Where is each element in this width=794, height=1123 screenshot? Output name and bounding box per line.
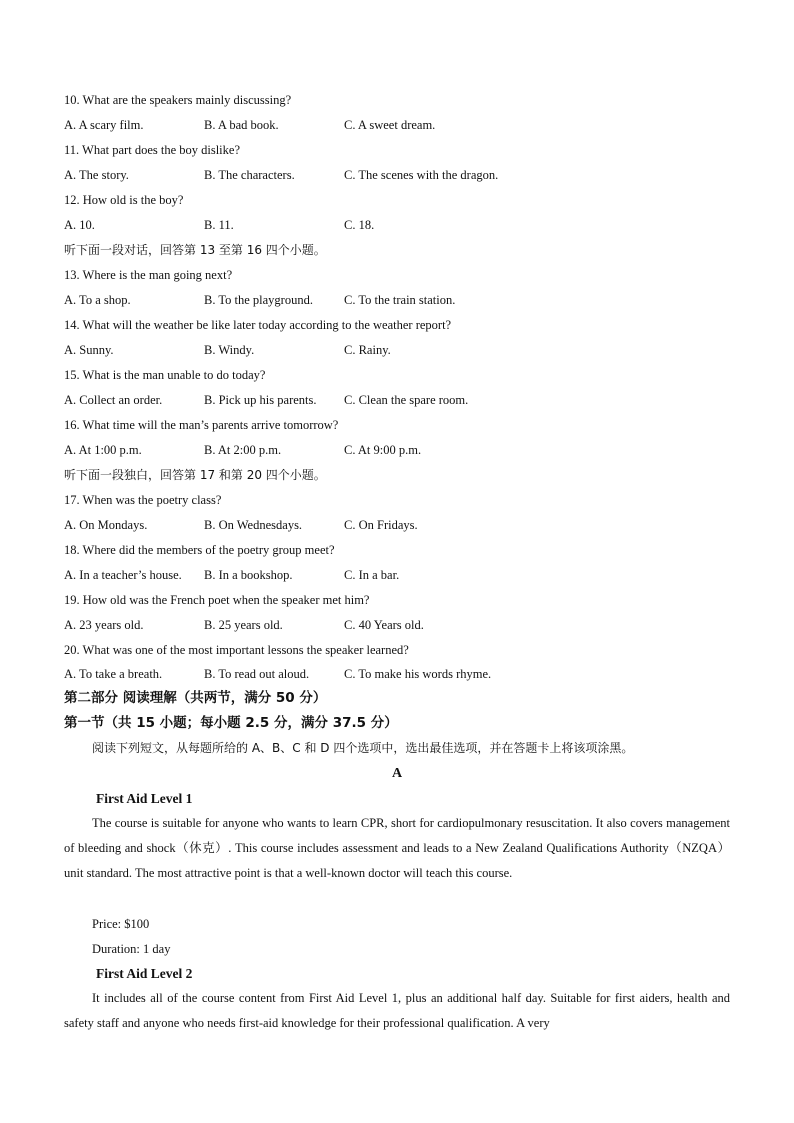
level1-duration: Duration: 1 day <box>92 942 171 956</box>
question-17: 17. When was the poetry class? <box>64 493 222 507</box>
q13-option-c: C. To the train station. <box>344 293 456 307</box>
level1-description: The course is suitable for anyone who wants to learn CPR, short for cardiopulmonary resuscitation. It also covers management of bleeding and shock（休克）. This course includes assessment and leads to a New Zealand Qualifications Authority（NZQA）unit standard. The most attractive point is that a well-known doctor will teach this course. <box>64 816 730 880</box>
q15-option-c: C. Clean the spare room. <box>344 393 469 407</box>
question-18: 18. Where did the members of the poetry group meet? <box>64 543 335 557</box>
passage-label: A <box>391 766 403 781</box>
level2-title: First Aid Level 2 <box>96 966 193 981</box>
question-13: 13. Where is the man going next? <box>64 268 233 282</box>
level1-title: First Aid Level 1 <box>96 791 193 806</box>
q16-option-a: A. At 1:00 p.m. <box>64 443 142 457</box>
level2-description: It includes all of the course content from First Aid Level 1, plus an additional half day. Suitable for first aiders, health and safety staff and anyone who needs first-aid knowledge for their professional qualification. A very <box>64 991 730 1030</box>
q10-option-b: B. A bad book. <box>204 118 279 132</box>
q11-option-b: B. The characters. <box>204 168 295 182</box>
part2-title: 第二部分 阅读理解（共两节，满分 50 分） <box>64 690 327 706</box>
q17-option-a: A. On Mondays. <box>64 518 148 532</box>
q20-option-b: B. To read out aloud. <box>204 667 310 681</box>
q14-option-c: C. Rainy. <box>344 343 391 357</box>
q17-option-c: C. On Fridays. <box>344 518 418 532</box>
question-19: 19. How old was the French poet when the speaker met him? <box>64 593 370 607</box>
q15-option-b: B. Pick up his parents. <box>204 393 317 407</box>
monolog-instruction: 听下面一段独白，回答第 17 和第 20 四个小题。 <box>64 468 326 482</box>
q18-option-a: A. In a teacher’s house. <box>64 568 182 582</box>
level1-price: Price: $100 <box>92 917 150 931</box>
q18-option-c: C. In a bar. <box>344 568 400 582</box>
q19-option-b: B. 25 years old. <box>204 618 283 632</box>
q13-option-a: A. To a shop. <box>64 293 131 307</box>
question-12: 12. How old is the boy? <box>64 193 184 207</box>
q10-option-a: A. A scary film. <box>64 118 144 132</box>
q13-option-b: B. To the playground. <box>204 293 313 307</box>
q14-option-a: A. Sunny. <box>64 343 114 357</box>
q11-option-c: C. The scenes with the dragon. <box>344 168 499 182</box>
q19-option-a: A. 23 years old. <box>64 618 144 632</box>
q14-option-b: B. Windy. <box>204 343 255 357</box>
q12-option-a: A. 10. <box>64 218 95 232</box>
question-15: 15. What is the man unable to do today? <box>64 368 266 382</box>
q12-option-c: C. 18. <box>344 218 375 232</box>
question-10: 10. What are the speakers mainly discussing? <box>64 93 292 107</box>
dialog-instruction: 听下面一段对话，回答第 13 至第 16 四个小题。 <box>64 243 326 257</box>
q18-option-b: B. In a bookshop. <box>204 568 293 582</box>
q10-option-c: C. A sweet dream. <box>344 118 436 132</box>
question-20: 20. What was one of the most important lessons the speaker learned? <box>64 643 409 657</box>
question-14: 14. What will the weather be like later today according to the weather report? <box>64 318 452 332</box>
q16-option-c: C. At 9:00 p.m. <box>344 443 422 457</box>
q11-option-a: A. The story. <box>64 168 129 182</box>
question-16: 16. What time will the man’s parents arrive tomorrow? <box>64 418 339 432</box>
q20-option-a: A. To take a breath. <box>64 667 163 681</box>
question-11: 11. What part does the boy dislike? <box>64 143 241 157</box>
q12-option-b: B. 11. <box>204 218 234 232</box>
q16-option-b: B. At 2:00 p.m. <box>204 443 282 457</box>
q15-option-a: A. Collect an order. <box>64 393 163 407</box>
reading-directions: 阅读下列短文，从每题所给的 A、B、C 和 D 四个选项中，选出最佳选项，并在答题卡上将该项涂黑。 <box>92 741 634 755</box>
q20-option-c: C. To make his words rhyme. <box>344 667 492 681</box>
section1-title: 第一节（共 15 小题；每小题 2.5 分，满分 37.5 分） <box>64 715 398 731</box>
q17-option-b: B. On Wednesdays. <box>204 518 303 532</box>
q19-option-c: C. 40 Years old. <box>344 618 424 632</box>
